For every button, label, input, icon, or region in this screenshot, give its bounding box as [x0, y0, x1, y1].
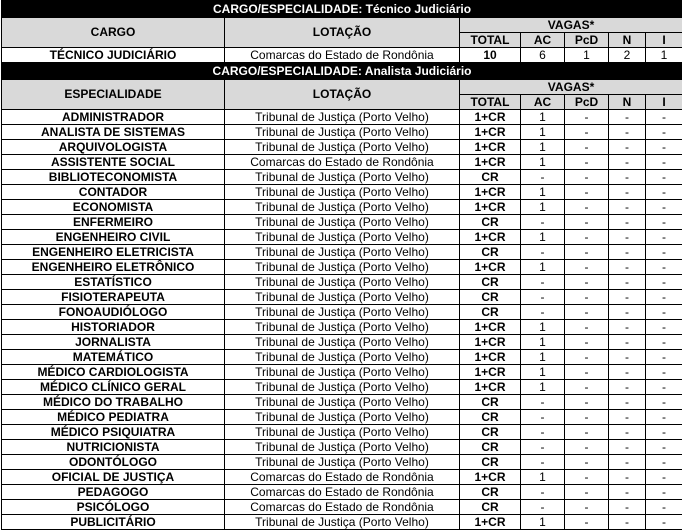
cell-total: 1+CR: [460, 380, 521, 395]
cell-name: ENFERMEIRO: [2, 215, 225, 230]
cell-n: -: [609, 425, 646, 440]
table-row: [2, 350, 682, 365]
table-row: [2, 140, 682, 155]
col-vagas-header: VAGAS*: [460, 80, 682, 95]
cell-total: CR: [460, 425, 521, 440]
cell-ac: 1: [521, 365, 565, 380]
cell-ac: 1: [521, 260, 565, 275]
cell-ac: 1: [521, 110, 565, 125]
cell-ac: 1: [521, 185, 565, 200]
cell-i: -: [646, 245, 682, 260]
cell-pcd: -: [565, 320, 609, 335]
cell-n: -: [609, 515, 646, 530]
cell-i: -: [646, 440, 682, 455]
cell-lotacao: Tribunal de Justiça (Porto Velho): [225, 380, 460, 395]
cell-total: 1+CR: [460, 155, 521, 170]
cell-pcd: -: [565, 215, 609, 230]
table-row: [2, 230, 682, 245]
cell-n: -: [609, 320, 646, 335]
cell-ac: 1: [521, 515, 565, 530]
table-row: [2, 380, 682, 395]
cell-i: -: [646, 320, 682, 335]
sub-i-header: I: [646, 33, 682, 48]
cell-name: ARQUIVOLOGISTA: [2, 140, 225, 155]
cell-total: CR: [460, 485, 521, 500]
cell-pcd: -: [565, 335, 609, 350]
cell-n: -: [609, 185, 646, 200]
cell-ac: 1: [521, 335, 565, 350]
cell-total: CR: [460, 170, 521, 185]
section1-title: CARGO/ESPECIALIDADE: Técnico Judiciário: [2, 1, 682, 18]
cell-ac: -: [521, 425, 565, 440]
cell-total: 1+CR: [460, 230, 521, 245]
cell-total: CR: [460, 245, 521, 260]
cell-total: 1+CR: [460, 320, 521, 335]
cell-name: MÉDICO PEDIATRA: [2, 410, 225, 425]
cell-name: FONOAUDIÓLOGO: [2, 305, 225, 320]
cell-i: -: [646, 125, 682, 140]
table-row: [2, 125, 682, 140]
cell-i: -: [646, 515, 682, 530]
cell-n: -: [609, 470, 646, 485]
table-row: [2, 515, 682, 530]
cell-ac: 1: [521, 140, 565, 155]
cell-ac: -: [521, 410, 565, 425]
cell-i: -: [646, 470, 682, 485]
cell-pcd: -: [565, 485, 609, 500]
cell-lotacao: Tribunal de Justiça (Porto Velho): [225, 230, 460, 245]
cell-name: BIBLIOTECONOMISTA: [2, 170, 225, 185]
cell-total: 1+CR: [460, 200, 521, 215]
cell-n: -: [609, 230, 646, 245]
table-row: [2, 275, 682, 290]
cell-total: 1+CR: [460, 140, 521, 155]
cell-lotacao: Tribunal de Justiça (Porto Velho): [225, 260, 460, 275]
col-lotacao-header: LOTAÇÃO: [225, 80, 460, 110]
table-row: [2, 500, 682, 515]
table-row: [2, 440, 682, 455]
table-row: [2, 110, 682, 125]
cell-lotacao: Tribunal de Justiça (Porto Velho): [225, 245, 460, 260]
cell-ac: -: [521, 485, 565, 500]
cell-pcd: -: [565, 515, 609, 530]
cell-n: -: [609, 200, 646, 215]
cell-pcd: -: [565, 170, 609, 185]
cell-n: -: [609, 275, 646, 290]
cell-i: -: [646, 230, 682, 245]
cell-name: CONTADOR: [2, 185, 225, 200]
sub-i-header: I: [646, 95, 682, 110]
cell-n: -: [609, 365, 646, 380]
cell-pcd: -: [565, 500, 609, 515]
cell-ac: -: [521, 290, 565, 305]
cell-n: -: [609, 155, 646, 170]
table-row: [2, 48, 682, 63]
cell-total: 1+CR: [460, 470, 521, 485]
cell-ac: -: [521, 395, 565, 410]
vacancy-table: [1, 0, 682, 530]
col-vagas-header: VAGAS*: [460, 18, 682, 33]
cell-ac: -: [521, 455, 565, 470]
cell-i: -: [646, 275, 682, 290]
cell-pcd: -: [565, 230, 609, 245]
cell-n: -: [609, 245, 646, 260]
cell-i: -: [646, 170, 682, 185]
sub-pcd-header: PcD: [565, 33, 609, 48]
cell-i: -: [646, 455, 682, 470]
table-row: [2, 245, 682, 260]
cell-lotacao: Tribunal de Justiça (Porto Velho): [225, 440, 460, 455]
cell-name: ENGENHEIRO ELETRÔNICO: [2, 260, 225, 275]
sub-ac-header: AC: [521, 33, 565, 48]
cell-n: 2: [609, 48, 646, 63]
cell-n: -: [609, 350, 646, 365]
cell-i: -: [646, 305, 682, 320]
cell-i: -: [646, 140, 682, 155]
cell-name: FISIOTERAPEUTA: [2, 290, 225, 305]
cell-ac: 1: [521, 200, 565, 215]
cell-total: CR: [460, 305, 521, 320]
cell-total: 1+CR: [460, 125, 521, 140]
cell-pcd: -: [565, 350, 609, 365]
cell-pcd: -: [565, 290, 609, 305]
cell-ac: 1: [521, 230, 565, 245]
sub-n-header: N: [609, 33, 646, 48]
table-row: [2, 260, 682, 275]
cell-total: 1+CR: [460, 260, 521, 275]
cell-pcd: -: [565, 200, 609, 215]
cell-i: 1: [646, 48, 682, 63]
cell-lotacao: Tribunal de Justiça (Porto Velho): [225, 275, 460, 290]
cell-pcd: -: [565, 110, 609, 125]
cell-lotacao: Tribunal de Justiça (Porto Velho): [225, 110, 460, 125]
cell-total: CR: [460, 290, 521, 305]
cell-n: -: [609, 260, 646, 275]
cell-name: OFICIAL DE JUSTIÇA: [2, 470, 225, 485]
cell-name: ANALISTA DE SISTEMAS: [2, 125, 225, 140]
table-row: [2, 290, 682, 305]
col-especialidade-header: ESPECIALIDADE: [2, 80, 225, 110]
cell-n: -: [609, 140, 646, 155]
cell-name: MÉDICO DO TRABALHO: [2, 395, 225, 410]
cell-i: -: [646, 290, 682, 305]
cell-name: ESTATÍSTICO: [2, 275, 225, 290]
cell-ac: -: [521, 215, 565, 230]
cell-i: -: [646, 500, 682, 515]
cell-i: -: [646, 200, 682, 215]
cell-n: -: [609, 305, 646, 320]
cell-total: CR: [460, 440, 521, 455]
table-row: [2, 410, 682, 425]
cell-lotacao: Tribunal de Justiça (Porto Velho): [225, 515, 460, 530]
cell-pcd: -: [565, 275, 609, 290]
cell-lotacao: Tribunal de Justiça (Porto Velho): [225, 410, 460, 425]
cell-total: CR: [460, 395, 521, 410]
cell-total: CR: [460, 455, 521, 470]
cell-n: -: [609, 440, 646, 455]
cell-total: 1+CR: [460, 350, 521, 365]
sub-n-header: N: [609, 95, 646, 110]
col-cargo-header: CARGO: [2, 18, 225, 48]
cell-name: ODONTÓLOGO: [2, 455, 225, 470]
cell-lotacao: Tribunal de Justiça (Porto Velho): [225, 395, 460, 410]
cell-pcd: -: [565, 395, 609, 410]
cell-lotacao: Comarcas do Estado de Rondônia: [225, 485, 460, 500]
cell-pcd: -: [565, 140, 609, 155]
cell-n: -: [609, 335, 646, 350]
cell-total: CR: [460, 500, 521, 515]
cell-name: MATEMÁTICO: [2, 350, 225, 365]
cell-pcd: -: [565, 305, 609, 320]
cell-lotacao: Tribunal de Justiça (Porto Velho): [225, 425, 460, 440]
cell-pcd: -: [565, 425, 609, 440]
cell-lotacao: Tribunal de Justiça (Porto Velho): [225, 215, 460, 230]
cell-ac: 1: [521, 350, 565, 365]
col-lotacao-header: LOTAÇÃO: [225, 18, 460, 48]
cell-pcd: -: [565, 470, 609, 485]
cell-pcd: -: [565, 260, 609, 275]
table-row: [2, 200, 682, 215]
cell-lotacao: Tribunal de Justiça (Porto Velho): [225, 170, 460, 185]
table-row: [2, 155, 682, 170]
sub-pcd-header: PcD: [565, 95, 609, 110]
cell-n: -: [609, 500, 646, 515]
cell-name: ASSISTENTE SOCIAL: [2, 155, 225, 170]
cell-i: -: [646, 410, 682, 425]
cell-ac: 1: [521, 470, 565, 485]
cell-pcd: -: [565, 455, 609, 470]
cell-lotacao: Tribunal de Justiça (Porto Velho): [225, 200, 460, 215]
table-row: [2, 395, 682, 410]
cell-pcd: 1: [565, 48, 609, 63]
cell-lotacao: Comarcas do Estado de Rondônia: [225, 155, 460, 170]
cell-ac: -: [521, 440, 565, 455]
cell-pcd: -: [565, 155, 609, 170]
table-row: [2, 215, 682, 230]
cell-i: -: [646, 365, 682, 380]
table-row: [2, 305, 682, 320]
cell-pcd: -: [565, 245, 609, 260]
cell-i: -: [646, 260, 682, 275]
table-row: [2, 470, 682, 485]
cell-total: CR: [460, 275, 521, 290]
sub-total-header: TOTAL: [460, 95, 521, 110]
cell-name: MÉDICO CLÍNICO GERAL: [2, 380, 225, 395]
cell-name: TÉCNICO JUDICIÁRIO: [2, 48, 225, 63]
cell-i: -: [646, 335, 682, 350]
cell-name: JORNALISTA: [2, 335, 225, 350]
cell-n: -: [609, 455, 646, 470]
cell-n: -: [609, 170, 646, 185]
section2-title: CARGO/ESPECIALIDADE: Analista Judiciário: [2, 63, 682, 80]
cell-ac: 1: [521, 155, 565, 170]
cell-ac: -: [521, 170, 565, 185]
cell-i: -: [646, 380, 682, 395]
cell-name: NUTRICIONISTA: [2, 440, 225, 455]
cell-pcd: -: [565, 365, 609, 380]
cell-lotacao: Tribunal de Justiça (Porto Velho): [225, 185, 460, 200]
cell-ac: -: [521, 305, 565, 320]
cell-pcd: -: [565, 125, 609, 140]
sub-total-header: TOTAL: [460, 33, 521, 48]
cell-name: MÉDICO PSIQUIATRA: [2, 425, 225, 440]
table-row: [2, 170, 682, 185]
cell-n: -: [609, 485, 646, 500]
cell-name: ENGENHEIRO ELETRICISTA: [2, 245, 225, 260]
cell-total: 1+CR: [460, 335, 521, 350]
cell-ac: -: [521, 500, 565, 515]
cell-ac: 1: [521, 320, 565, 335]
cell-n: -: [609, 215, 646, 230]
cell-ac: 1: [521, 125, 565, 140]
cell-name: ENGENHEIRO CIVIL: [2, 230, 225, 245]
cell-i: -: [646, 395, 682, 410]
cell-n: -: [609, 395, 646, 410]
cell-name: HISTORIADOR: [2, 320, 225, 335]
cell-lotacao: Tribunal de Justiça (Porto Velho): [225, 290, 460, 305]
cell-ac: 6: [521, 48, 565, 63]
cell-lotacao: Tribunal de Justiça (Porto Velho): [225, 320, 460, 335]
cell-i: -: [646, 185, 682, 200]
table-row: [2, 185, 682, 200]
cell-lotacao: Comarcas do Estado de Rondônia: [225, 470, 460, 485]
cell-name: ECONOMISTA: [2, 200, 225, 215]
cell-i: -: [646, 215, 682, 230]
cell-total: 1+CR: [460, 365, 521, 380]
cell-name: PUBLICITÁRIO: [2, 515, 225, 530]
cell-lotacao: Tribunal de Justiça (Porto Velho): [225, 335, 460, 350]
cell-pcd: -: [565, 380, 609, 395]
cell-n: -: [609, 110, 646, 125]
cell-total: 1+CR: [460, 185, 521, 200]
cell-lotacao: Comarcas do Estado de Rondônia: [225, 500, 460, 515]
cell-pcd: -: [565, 185, 609, 200]
cell-lotacao: Tribunal de Justiça (Porto Velho): [225, 305, 460, 320]
cell-i: -: [646, 350, 682, 365]
cell-ac: 1: [521, 380, 565, 395]
cell-i: -: [646, 155, 682, 170]
cell-lotacao: Tribunal de Justiça (Porto Velho): [225, 365, 460, 380]
table-row: [2, 320, 682, 335]
cell-n: -: [609, 125, 646, 140]
table-row: [2, 455, 682, 470]
cell-i: -: [646, 110, 682, 125]
table-row: [2, 485, 682, 500]
cell-i: -: [646, 485, 682, 500]
cell-name: PEDAGOGO: [2, 485, 225, 500]
cell-lotacao: Tribunal de Justiça (Porto Velho): [225, 125, 460, 140]
sub-ac-header: AC: [521, 95, 565, 110]
table-row: [2, 335, 682, 350]
cell-name: MÉDICO CARDIOLOGISTA: [2, 365, 225, 380]
cell-name: ADMINISTRADOR: [2, 110, 225, 125]
cell-pcd: -: [565, 410, 609, 425]
cell-name: PSICÓLOGO: [2, 500, 225, 515]
table-row: [2, 365, 682, 380]
table-row: [2, 425, 682, 440]
cell-total: 10: [460, 48, 521, 63]
cell-ac: -: [521, 275, 565, 290]
cell-total: 1+CR: [460, 515, 521, 530]
cell-total: CR: [460, 215, 521, 230]
cell-ac: -: [521, 245, 565, 260]
cell-lotacao: Tribunal de Justiça (Porto Velho): [225, 455, 460, 470]
cell-total: 1+CR: [460, 110, 521, 125]
cell-lotacao: Tribunal de Justiça (Porto Velho): [225, 350, 460, 365]
cell-total: CR: [460, 410, 521, 425]
cell-i: -: [646, 425, 682, 440]
cell-lotacao: Comarcas do Estado de Rondônia: [225, 48, 460, 63]
cell-lotacao: Tribunal de Justiça (Porto Velho): [225, 140, 460, 155]
cell-n: -: [609, 290, 646, 305]
cell-n: -: [609, 380, 646, 395]
cell-n: -: [609, 410, 646, 425]
cell-pcd: -: [565, 440, 609, 455]
